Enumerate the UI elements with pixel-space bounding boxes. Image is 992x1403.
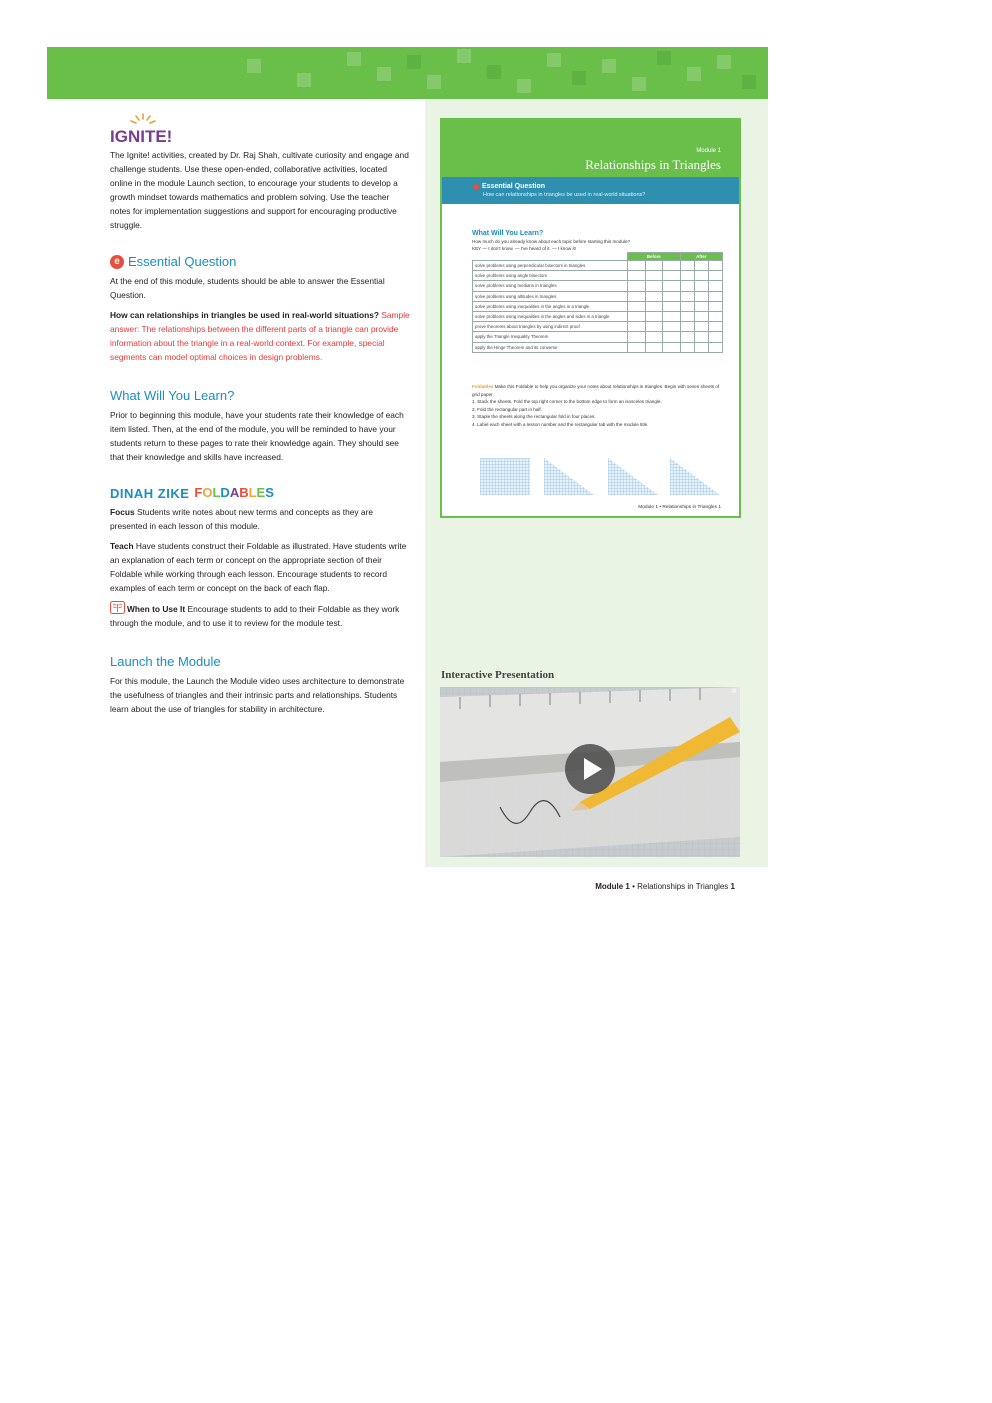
- thumbnail-rating-cell: [708, 332, 722, 342]
- foldables-logo-letter: O: [202, 485, 213, 500]
- thumbnail-rating-cell: [708, 281, 722, 291]
- thumbnail-rating-cell: [694, 261, 708, 271]
- thumbnail-rating-cell: [628, 311, 646, 321]
- teach-label: Teach: [110, 541, 134, 551]
- thumbnail-rating-cell: [663, 261, 681, 271]
- thumbnail-table-row: [473, 261, 723, 271]
- thumbnail-rating-cell: [680, 291, 694, 301]
- teach-text: Have students construct their Foldable as illustrated. Have students write an explanation of each term or concept on the appropriate section of their Foldable while working through each lesson. Encourage students to record examples of each term or concept on the back of each flap.: [110, 541, 407, 593]
- thumbnail-rating-table: [472, 252, 723, 353]
- page-footer: [595, 882, 735, 891]
- thumbnail-table-row: [473, 291, 723, 301]
- thumbnail-rating-cell: [708, 291, 722, 301]
- before-header: Before: [628, 253, 681, 261]
- thumbnail-rating-cell: [663, 291, 681, 301]
- essential-question-icon: e: [110, 255, 124, 269]
- thumbnail-rating-cell: [628, 322, 646, 332]
- after-header: After: [680, 253, 722, 261]
- launch-paragraph: For this module, the Launch the Module video uses architecture to demonstrate the usefulness of triangles and their intrinsic parts and relationships. Students learn about the use of triangles for stability in architecture.: [110, 676, 405, 714]
- thumbnail-rating-cell: [680, 281, 694, 291]
- thumbnail-eq-text: How can relationships in triangles be used in real-world situations?: [483, 192, 646, 198]
- thumbnail-rating-cell: [663, 332, 681, 342]
- foldables-logo-letter: D: [220, 485, 230, 500]
- thumbnail-rating-cell: [663, 322, 681, 332]
- thumbnail-rating-cell: [645, 332, 663, 342]
- thumbnail-row-topic: apply the Hinge Theorem and its converse: [473, 342, 628, 352]
- foldables-focus: [110, 505, 410, 533]
- thumbnail-foldable-step: 2. Fold the rectangular part in half.: [472, 406, 542, 412]
- essential-question-block: [110, 308, 410, 364]
- thumbnail-rating-cell: [694, 342, 708, 352]
- thumbnail-table-row: [473, 322, 723, 332]
- thumbnail-title: Relationships in Triangles: [585, 157, 721, 172]
- footer-separator: •: [632, 882, 635, 891]
- foldables-logo-letter: A: [229, 485, 240, 500]
- thumbnail-foldables-intro: Make this Foldable to help you organize your notes about relationships in triangles. Begin with seven sheets of grid paper.: [472, 384, 720, 397]
- thumbnail-eq-label: Essential Question: [482, 183, 546, 190]
- thumbnail-rating-cell: [680, 322, 694, 332]
- thumbnail-row-topic: solve problems using medians in triangles: [473, 281, 628, 291]
- thumbnail-rating-cell: [628, 332, 646, 342]
- ignite-logo: [110, 112, 180, 146]
- teacher-notes-column: [110, 112, 410, 722]
- thumbnail-rating-cell: [645, 261, 663, 271]
- thumbnail-table-row: [473, 271, 723, 281]
- thumbnail-rating-cell: [680, 342, 694, 352]
- foldables-logo-letter: L: [212, 485, 221, 500]
- thumbnail-rating-cell: [645, 281, 663, 291]
- thumbnail-essential-question: [442, 177, 739, 204]
- footer-title: Relationships in Triangles: [637, 882, 729, 891]
- thumbnail-module-label: Module 1: [696, 148, 721, 154]
- thumbnail-row-topic: prove theorems about triangles by using indirect proof: [473, 322, 628, 332]
- thumbnail-rating-cell: [628, 342, 646, 352]
- thumbnail-table-row: [473, 311, 723, 321]
- thumbnail-rating-cell: [694, 271, 708, 281]
- essential-question-heading: [110, 254, 410, 270]
- thumbnail-rating-cell: [645, 271, 663, 281]
- footer-page: 1: [730, 882, 735, 891]
- thumbnail-table-row: [473, 281, 723, 291]
- thumbnail-rating-cell: [628, 301, 646, 311]
- thumbnail-row-topic: solve problems using inequalities in the angles in a triangle: [473, 301, 628, 311]
- thumbnail-rating-cell: [663, 281, 681, 291]
- footer-module: Module 1: [595, 882, 630, 891]
- launch-heading: [110, 654, 410, 670]
- thumbnail-rating-cell: [694, 322, 708, 332]
- dinah-zike-name: DINAH ZIKE: [110, 485, 190, 501]
- thumbnail-rating-cell: [694, 301, 708, 311]
- thumbnail-rating-cell: [663, 311, 681, 321]
- thumbnail-row-topic: solve problems using altitudes in triangles: [473, 291, 628, 301]
- what-will-you-learn-paragraph: Prior to beginning this module, have your students rate their knowledge of each item listed. Then, at the end of the module, you will be reminded to have your students return to these pages to rate their knowledge again. They should see that their knowledge and skills have increased.: [110, 410, 404, 462]
- thumbnail-rating-cell: [645, 291, 663, 301]
- what-will-you-learn-heading: [110, 388, 410, 404]
- foldable-step-2-image: [544, 458, 594, 495]
- foldables-logo-letter: F: [194, 485, 203, 500]
- thumbnail-foldables-label: Foldables: [472, 384, 494, 389]
- thumbnail-key-label: KEY: [472, 246, 482, 251]
- thumbnail-rating-cell: [645, 311, 663, 321]
- thumbnail-rating-cell: [680, 271, 694, 281]
- when-text: Encourage students to add to their Foldable as they work through the module, and to use it to review for the module test.: [110, 604, 400, 628]
- thumbnail-table-row: [473, 342, 723, 352]
- thumbnail-rating-cell: [645, 342, 663, 352]
- thumbnail-row-topic: solve problems using angle bisectors: [473, 271, 628, 281]
- ignite-logo-text: IGNITE!: [110, 127, 173, 146]
- thumbnail-footer: Module 1 • Relationships in Triangles 1: [638, 505, 721, 510]
- thumbnail-rating-cell: [694, 291, 708, 301]
- book-icon: [110, 601, 125, 614]
- thumbnail-rating-cell: [645, 322, 663, 332]
- thumbnail-rating-cell: [663, 342, 681, 352]
- essential-question-answer: Sample answer: The relationships between the different parts of a triangle can provide information about the triangle in a real-world context. For example, special segments can model optimal choices in design problems.: [110, 310, 410, 362]
- thumbnail-row-topic: apply the Triangle Inequality Theorem: [473, 332, 628, 342]
- thumbnail-rating-cell: [680, 261, 694, 271]
- thumbnail-rating-cell: [708, 311, 722, 321]
- top-banner: [47, 47, 768, 99]
- thumbnail-row-topic: solve problems using perpendicular bisectors in triangles: [473, 261, 628, 271]
- student-page-thumbnail: [440, 118, 741, 518]
- thumbnail-rating-cell: [628, 291, 646, 301]
- foldable-step-4-image: [670, 458, 720, 495]
- launch-video[interactable]: [440, 687, 740, 857]
- thumbnail-rating-cell: [694, 311, 708, 321]
- thumbnail-table-header: [473, 253, 723, 261]
- foldable-step-1-image: [480, 458, 530, 495]
- foldables-logo-letter: B: [239, 485, 249, 500]
- thumbnail-rating-cell: [645, 301, 663, 311]
- thumbnail-foldables-intro-line: [472, 383, 722, 398]
- thumbnail-rating-cell: [708, 301, 722, 311]
- thumbnail-eq-icon: [473, 184, 479, 190]
- thumbnail-wyl-prompt: How much do you already know about each topic before starting this module?: [472, 239, 631, 244]
- thumbnail-rating-cell: [628, 281, 646, 291]
- thumbnail-foldables: [472, 383, 722, 428]
- thumbnail-rating-cell: [680, 332, 694, 342]
- essential-question-text: How can relationships in triangles be used in real-world situations?: [110, 310, 379, 320]
- thumbnail-rating-cell: [628, 261, 646, 271]
- when-label: When to Use It: [127, 604, 186, 614]
- foldables-logo-letter: S: [265, 485, 274, 500]
- focus-text: Students write notes about new terms and concepts as they are presented in each lesson of this module.: [110, 507, 374, 531]
- thumbnail-header: [442, 120, 739, 177]
- thumbnail-foldable-step: 3. Staple the sheets along the rectangular fold in four places.: [472, 414, 596, 419]
- foldables-logo-letter: E: [256, 485, 266, 500]
- interactive-presentation-title: Interactive Presentation: [441, 669, 555, 681]
- thumbnail-key-items: — I don't know. — I've heard of it. — I know it!: [482, 246, 577, 251]
- foldables-logo-letter: L: [248, 485, 257, 500]
- thumbnail-rating-cell: [663, 271, 681, 281]
- thumbnail-rating-cell: [628, 271, 646, 281]
- close-icon[interactable]: ×: [731, 687, 737, 697]
- ignite-paragraph: The Ignite! activities, created by Dr. Raj Shah, cultivate curiosity and engage and challenge students. Use these open-ended, collaborative activities, located online in the module Launch section, to encourage your students to develop a growth mindset towards mathematics and problem solving. Use the teacher notes for implementation suggestions and support for encouraging productive struggle.: [110, 150, 409, 230]
- launch-title: Launch the Module: [110, 654, 221, 669]
- thumbnail-table-row: [473, 332, 723, 342]
- thumbnail-rating-cell: [708, 261, 722, 271]
- thumbnail-rating-cell: [694, 332, 708, 342]
- focus-label: Focus: [110, 507, 135, 517]
- thumbnail-row-topic: solve problems using inequalities in the angles and sides in a triangle: [473, 311, 628, 321]
- foldable-step-3-image: [608, 458, 658, 495]
- thumbnail-foldable-step: 1. Stack the sheets. Fold the top right corner to the bottom edge to form an isosceles triangle.: [472, 399, 662, 404]
- thumbnail-rating-cell: [680, 301, 694, 311]
- essential-question-intro: At the end of this module, students should be able to answer the Essential Question.: [110, 276, 385, 300]
- thumbnail-rating-cell: [680, 311, 694, 321]
- foldables-word: [194, 486, 274, 501]
- thumbnail-rating-cell: [708, 271, 722, 281]
- thumbnail-table-row: [473, 301, 723, 311]
- thumbnail-rating-cell: [663, 301, 681, 311]
- foldables-when: [110, 601, 410, 630]
- thumbnail-rating-cell: [708, 342, 722, 352]
- thumbnail-rating-cell: [708, 322, 722, 332]
- essential-question-title: Essential Question: [128, 254, 237, 269]
- thumbnail-foldable-step: 4. Label each sheet with a lesson number and the rectangular tab with the module title.: [472, 421, 649, 427]
- foldables-teach: [110, 539, 410, 595]
- foldables-logo: [110, 486, 410, 501]
- play-button[interactable]: [565, 744, 615, 794]
- thumbnail-wyl-heading: What Will You Learn?: [472, 230, 544, 237]
- what-will-you-learn-title: What Will You Learn?: [110, 388, 235, 403]
- thumbnail-rating-cell: [694, 281, 708, 291]
